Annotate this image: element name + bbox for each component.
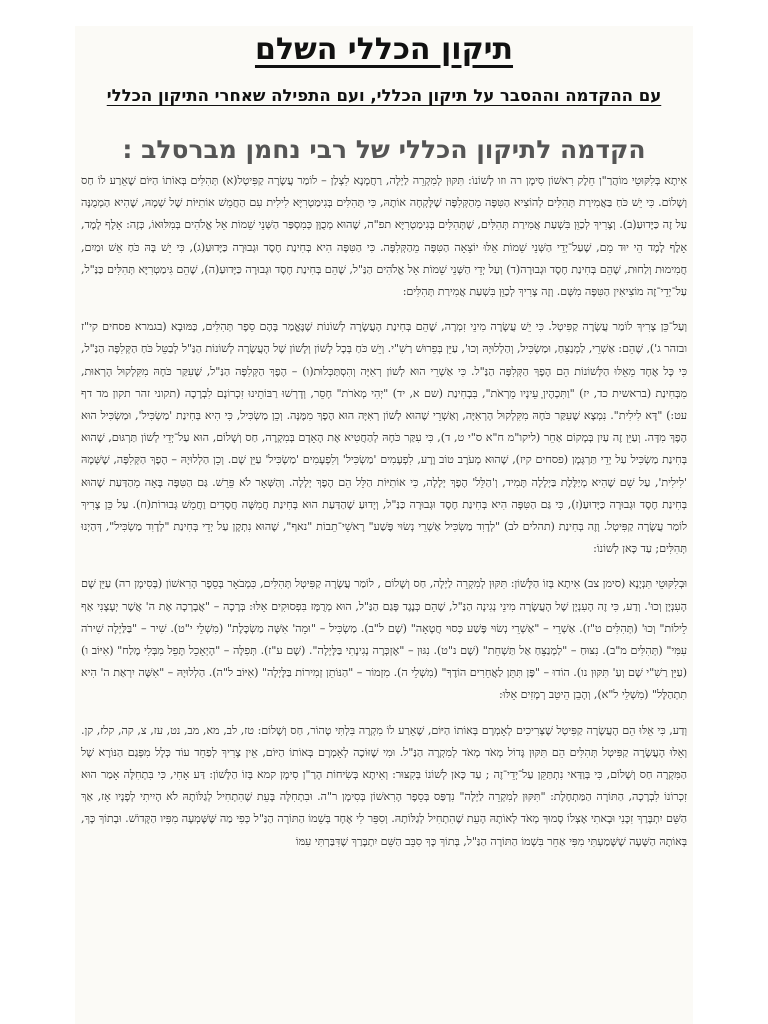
section-heading: הקדמה לתיקון הכללי של רבי נחמן מברסלב :	[122, 135, 646, 164]
paragraph-3: וּבְלִקּוּטֵי תִּנְיָנָא (סימן צב) אִיתָא בְּזוֹ הַלָּשׁוֹן: תִּקּוּן לְמִקְרֵה לַיְלָה, חַס וְשָׁלוֹם , לוֹמַר עֲשָׂרָה קַפִּיטְל תְּהִלִּים, כִּמְבֹאָר בְּסֵפֶר הָרִאשׁוֹן (בְּסִימָן רה) עַיֵּן שָׁם הָעִנְיָן וְכוּ'. וְדַע, כִּי זֶה הָעִנְיָן שֶׁל הָעֲשָׂרָה מִינֵי נְגִינָה הַנַּ"ל, שֶׁהֵם כְּנֶגֶד פָּגַם הַנַּ"ל, הוּא מְרֻמָּז בִּפְסוּקִים אֵלּוּ: בְּרָכָה – "אֲבָרְכָה אֶת ה' אֲשֶׁר יְעָצָנִי אַף לֵילוֹת" וְכוּ' (תְּהִלִּים ט"ז). אַשְׁרֵי – "אַשְׁרֵי נְשׂוּי פֶּשַׁע כְּסוּי חֲטָאָה" (שָׁם ל"ב). מַשְׂכִּיל – "וּמֵה' אִשָּׁה מַשְׂכָּלֶת" (מִשְׁלֵי י"ט). שִׁיר – "בַּלַּיְלָה שִׁירֹה עִמִּי" (תְּהִלִּים מ"ב). נִצּוּחַ – "לַמְנַצֵּחַ אַל תַּשְׁחֵת" (שָׁם נ"ט). נִגּוּן – "אֶזְכְּרָה נְגִינָתִי בַּלָּיְלָה". (שָׁם ע"ז). תְּפִלָּה – "הָיְאָכֵל תָּפֵל מִבְּלִי מֶלַח" (אִיּוֹב ו) (עַיֵּן רַשִׁ"י שָׁם וְעַ' תִּקּוּן נו). הוֹדוּ – "פֶּן תִּתֵּן לַאֲחֵרִים הוֹדֶךָ" (מִשְׁלֵי ה). מִזְמוֹר – "הַנּוֹתֵן זְמִירוֹת בַּלָּיְלָה" (אִיּוֹב ל"ה). הַלְלוּיָהּ – "אִשָּׁה יִרְאַת ה' הִיא תִתְהַלָּל" (מִשְׁלֵי ל"א), וְהָבֵן הֵיטֵב רְמָזִים אֵלּוּ:	[81, 577, 687, 702]
paragraph-2: וְעַל־כֵּן צָרִיךְ לוֹמַר עֲשָׂרָה קַפִּיטְל. כִּי יֵשׁ עֲשָׂרָה מִינֵי זִמְרָה, שֶׁהֵם בְּחִינַת הָעֲשָׂרָה לְשׁוֹנוֹת שֶׁנֶּאֱמַר בָּהֶם סֵפֶר תְּהִלִּים, כַּמּוּבָא (בגמרא פסחים קי"ז ובזהר ג'), שֶׁהֵם: אַשְׁרֵי, לַמְנַצֵּחַ, וּמַשְׂכִּיל, וְהַלְלוּיָהּ וְכוּ', עַיֵּן בְּפֵרוּשׁ רַשִׁ"י. וְיֵשׁ כֹּחַ בְּכָל לָשׁוֹן וְלָשׁוֹן שֶׁל הָעֲשָׂרָה לְשׁוֹנוֹת הַנַּ"ל לְבַטֵּל כֹּחַ הַקְּלִפָּה הַנַּ"ל, כִּי כָּל אֶחָד מֵאֵלּוּ הַלְּשׁוֹנוֹת הֵם הֶפֶךְ הַקְּלִפָּה הַנַּ"ל. כִּי אַשְׁרֵי הוּא לְשׁוֹן רְאִיָּה וְהִסְתַּכְּלוּת(ו) – הֶפֶךְ הַקְּלִפָּה הַנַּ"ל, שֶׁעִקַּר כֹּחָהּ מִקִּלְקוּל הָרְאוּת, מִבְּחִינַת (בראשית כד, יז) "וַתִּכְהֶיןָ עֵינָיו מֵרְאֹת", בִּבְחִינַת (שם א, יד) "יְהִי מְאֹרֹת" חָסֵר, וְדָרְשׁוּ רַבּוֹתֵינוּ זִכְרוֹנָם לִבְרָכָה (תקוני זהר תקון מד דף עט:) "דָּא לִילִית". נִמְצָא שֶׁעִקַּר כֹּחָהּ מִקִּלְקוּל הָרְאִיָּה, וְאַשְׁרֵי שֶׁהוּא לְשׁוֹן רְאִיָּה הוּא הֶפֶךְ מִמֶּנָּה. וְכֵן מַשְׂכִּיל, כִּי הִיא בְּחִינַת 'מַשְׂכִּיל', וּמַשְׂכִּיל הוּא הֶפֶךְ מִדָּה. וְעַיֵּן זֶה עַיִן בְּמָקוֹם אַחֵר (ליקו"מ ח"א ס"י ט, ד), כִּי עִקַּר כֹּחָהּ לְהַחֲטִיא אֶת הָאָדָם בְּמִקְרֶה, חַס וְשָׁלוֹם, הוּא עַל־יְדֵי לְשׁוֹן תַּרְגּוּם, שֶׁהוּא בְּחִינַת מַשְׂכִּיל עַל יְדֵי תַּרְגְּמָן (פסחים קיז), שֶׁהוּא מְעֹרָב טוֹב וָרָע, לִפְעָמִים 'מַשְׂכִּיל' וְלִפְעָמִים 'מַשְׂכִּיל' עַיֵּן שָׁם. וְכֵן הַלְלוּיָהּ – הֶפֶךְ הַקְּלִפָּה, שֶׁשְּׁמָהּ 'לִילִית', עַל שֵׁם שֶׁהִיא מְיַלֶּלֶת בַּיְלָלָה תָּמִיד, וְ'הַלֵּל' הֶפֶךְ יְלָלָה, כִּי אוֹתִיּוֹת הַלֵּל הֵם הֶפֶךְ יְלָלָה. וְהַשְּׁאָר לֹא פֵּרֵשׁ. גַּם הַטִּפָּה בָּאָה מֵהַדַּעַת שֶׁהוּא בְּחִינַת חֶסֶד וּגְבוּרָה כַּיָּדוּעַ(ז), כִּי גַּם הַטִּפָּה הִיא בְּחִינַת חֶסֶד וּגְבוּרָה כַּנַּ"ל, וְיָדוּעַ שֶׁהַדַּעַת הוּא בְּחִינַת חֲמִשָּׁה חֲסָדִים וַחֲמֵשׁ גְּבוּרוֹת(ח). עַל כֵּן צָרִיךְ לוֹמַר עֲשָׂרָה קַפִּיטְל. וְזֶה בְּחִינַת (תהלים לב) "לְדָוִד מַשְׂכִּיל אַשְׁרֵי נְשׂוּי פֶּשַׁע" רָאשֵׁי־תֵבוֹת "נאף", שֶׁהוּא נִתְקָן עַל יְדֵי בְּחִינַת "לְדָוִד מַשְׂכִּיל", דְּהַיְנוּ תְּהִלִּים; עַד כָּאן לְשׁוֹנוֹ:	[80, 320, 687, 556]
document-title: תיקון הכללי השלם	[254, 32, 514, 67]
paragraph-1: אִיתָא בְּלִקּוּטֵי מוֹהֲרַ"ן חֵלֶק רִאשׁוֹן סִימָן רה וזו לְשׁוֹנוֹ: תִּקּוּן לְמִקְרֵה לַיְלָה, רַחֲמָנָא לִצְלַן – לוֹמַר עֲשָׂרָה קַפִּיטְל(א) תְּהִלִּים בְּאוֹתוֹ הַיּוֹם שֶׁאֵרַע לוֹ חַס וְשָׁלוֹם. כִּי יֵשׁ כֹּחַ בַּאֲמִירַת תְּהִלִּים לְהוֹצִיא הַטִּפָּה מֵהַקְּלִפָּה שֶׁלָּקְחָה אוֹתָהּ, כִּי תְּהִלִּים בְּגִימַטְרִיָּא לִילִית עִם הַחֲמֵשׁ אוֹתִיּוֹת שֶׁל שְׁמָהּ, שֶׁהִיא הַמְמֻנָּה עַל זֶה כַּיָּדוּעַ(ב). וְצָרִיךְ לְכַוֵּן בִּשְׁעַת אֲמִירַת תְּהִלִּים, שֶׁתְּהִלִּים בְּגִימַטְרִיָּא תפ"ה, שֶׁהוּא מְכֻוָּן כְּמִסְפַּר הַשְּׁנֵי שֵׁמוֹת אֵל אֱלֹהִים בְּמִלּוּאוֹ, כְּזֶה: אָלֶף לָמֶד, אָלֶף לָמֶד הֵי יוּד מֵם, שֶׁעַל־יְדֵי הַשְּׁנֵי שֵׁמוֹת אֵלּוּ יוֹצֵאָה הַטִּפָּה מֵהַקְּלִפָּה. כִּי הַטִּפָּה הִיא בְּחִינַת חֶסֶד וּגְבוּרָה כַּיָּדוּעַ(ג), כִּי יֵשׁ בָּהּ כֹּחַ אֵשׁ וּמַיִם, חֲמִימוּת וְלַחוּת, שֶׁהֵם בְּחִינַת חֶסֶד וּגְבוּרָה(ד) וְעַל יְדֵי הַשְּׁנֵי שֵׁמוֹת אֵל אֱלֹהִים הַנַּ"ל, שֶׁהֵם בְּחִינַת חֶסֶד וּגְבוּרָה כַּיָּדוּעַ(ה), שֶׁהֵם גִּימַטְרִיָּא תְּהִלִּים כַּנַּ"ל, עַל־יְדֵי־זֶה מוֹצִיאִין הַטִּפָּה מִשָּׁם. וְזֶה צָרִיךְ לְכַוֵּן בִּשְׁעַת אֲמִירַת תְּהִלִּים:	[81, 174, 687, 299]
document-subtitle: עם ההקדמה וההסבר על תיקון הכללי, ועם התפילה שאחרי התיקון הכללי	[106, 86, 662, 105]
paragraph-4: וְדַע, כִּי אֵלּוּ הֵם הָעֲשָׂרָה קַפִּיטְל שֶׁצְּרִיכִים לְאָמְרָם בְּאוֹתוֹ הַיּוֹם, שֶׁאֵרַע לוֹ מִקְרֶה בִּלְתִּי טָהוֹר, חַס וְשָׁלוֹם: טז, לב, מא, מב, נט, עז, צ, קה, קלז, קן. וְאֵלּוּ הָעֲשָׂרָה קַפִּיטְל תְּהִלִּים הֵם תִּקּוּן גָּדוֹל מְאֹד מְאֹד לְמִקְרֶה הַנַּ"ל. וּמִי שֶׁזּוֹכֶה לְאָמְרָם בְּאוֹתוֹ הַיּוֹם, אֵין צָרִיךְ לְפַחֵד עוֹד כְּלָל מִפְּגַם הַנּוֹרָא שֶׁל הַמִּקְרֶה חַס וְשָׁלוֹם, כִּי בְּוַדַּאי נִתְתַּקֵּן עַל־יְדֵי־זֶה ; עַד כָּאן לְשׁוֹנוֹ בְּקִצּוּר: וְאִיתָא בְּשִׂיחוֹת הָרַ"ן סִימָן קמא בְּזוֹ הַלָּשׁוֹן: דַּע אָחִי, כִּי בִּתְחִלָּה אָמַר הוּא זִכְרוֹנוֹ לִבְרָכָה, הַתּוֹרָה הַמַּתְחֶלֶת: "תִּקּוּן לְמִקְרֵה לַיְלָה" נִדְפַּס בְּסֵפֶר הָרִאשׁוֹן בְּסִימָן ר"ה. וּבִתְחִלָּה בָּעֵת שֶׁהִתְחִיל לְגַלּוֹתָהּ לֹא הָיִיתִי לְפָנָיו אָז, אַךְ הַשֵּׁם יִתְבָּרַךְ זִכָּנִי וּבָאתִי אֶצְלוֹ סָמוּךְ מְאֹד לְאוֹתָהּ הָעֵת שֶׁהִתְחִיל לְגַלּוֹתָהּ. וְסִפֵּר לִי אֶחָד בְּשֵׁמוֹ הַתּוֹרָה הַנַּ"ל כְּפִי מַה שֶּׁשָּׁמְעָה מִפִּיו הַקָּדוֹשׁ. וּבְתוֹךְ כָּךְ, בְּאוֹתָהּ הַשָּׁעָה שֶׁשָּׁמַעְתִּי מִפִּי אַחֵר בִּשְׁמוֹ הַתּוֹרָה הַנַּ"ל, בְּתוֹךְ כָּךְ סִבֵּב הַשֵּׁם יִתְבָּרַךְ שֶׁדִּבַּרְתִּי עִמּוֹ	[81, 723, 687, 848]
document-page	[75, 26, 693, 1024]
